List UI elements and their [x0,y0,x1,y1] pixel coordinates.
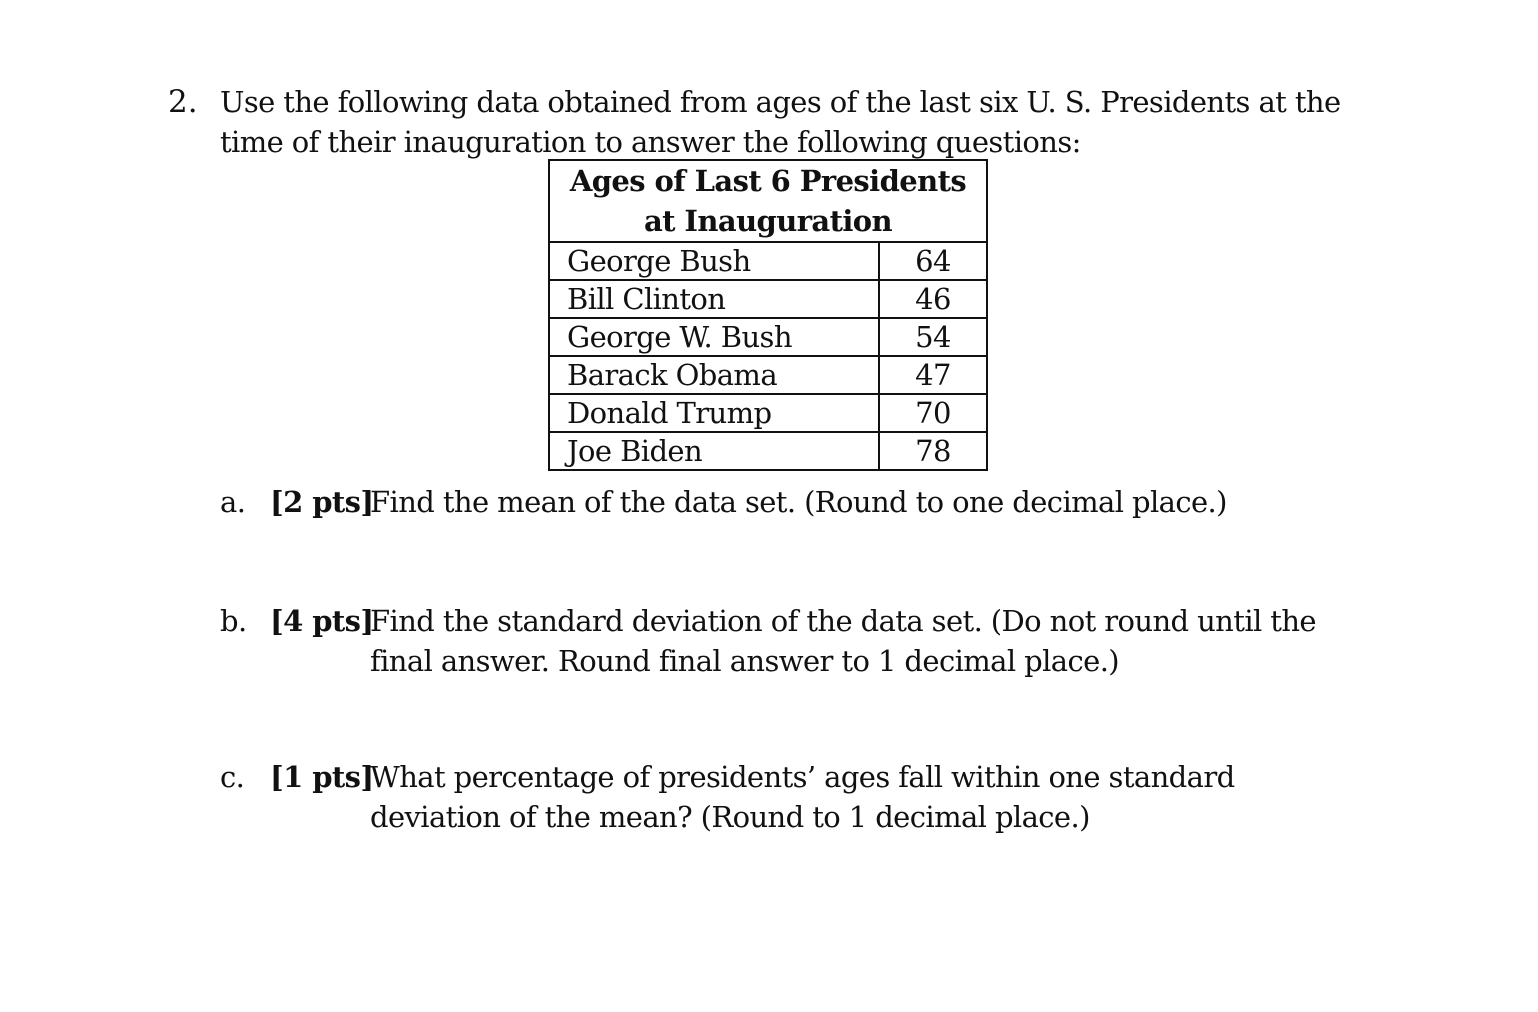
table-title-line1: Ages of Last 6 Presidents [569,164,967,198]
president-name: Barack Obama [549,356,879,394]
president-age: 47 [879,356,987,394]
president-name: Donald Trump [549,394,879,432]
part-b [220,601,1330,681]
ages-table [548,159,988,471]
part-c-line2: deviation of the mean? (Round to 1 decimal place.) [370,800,1090,834]
part-c [220,757,1330,837]
question-stem: Use the following data obtained from ages of the last six U. S. Presidents at the time of their inauguration to answer the following questions: [220,85,1341,159]
part-b-letter: b. [220,604,247,638]
part-c-points: [1 pts] [270,760,374,794]
president-age: 54 [879,318,987,356]
table-row [549,318,987,356]
table-title-line2: at Inauguration [643,204,893,238]
president-name: George Bush [549,242,879,280]
president-age: 78 [879,432,987,470]
part-b-line2: final answer. Round final answer to 1 decimal place.) [370,644,1120,678]
table-row [549,280,987,318]
part-b-text [370,601,1330,681]
table-row [549,356,987,394]
president-name: Bill Clinton [549,280,879,318]
part-a [220,482,1320,522]
president-age: 70 [879,394,987,432]
part-c-line1: What percentage of presidents’ ages fall within one standard [370,760,1235,794]
part-b-points: [4 pts] [270,604,374,638]
president-name: Joe Biden [549,432,879,470]
part-c-letter: c. [220,760,245,794]
table-row [549,394,987,432]
part-b-line1: Find the standard deviation of the data set. (Do not round until the [370,604,1316,638]
table-row [549,242,987,280]
part-a-points: [2 pts] [270,485,374,519]
part-a-line1: Find the mean of the data set. (Round to one decimal place.) [370,485,1227,519]
part-a-letter: a. [220,485,246,519]
part-a-text [370,482,1330,522]
table-row [549,432,987,470]
table-header-row [549,160,987,242]
part-c-text [370,757,1330,837]
table-title [549,160,987,242]
question-number: 2. [168,84,198,120]
president-age: 64 [879,242,987,280]
president-name: George W. Bush [549,318,879,356]
president-age: 46 [879,280,987,318]
